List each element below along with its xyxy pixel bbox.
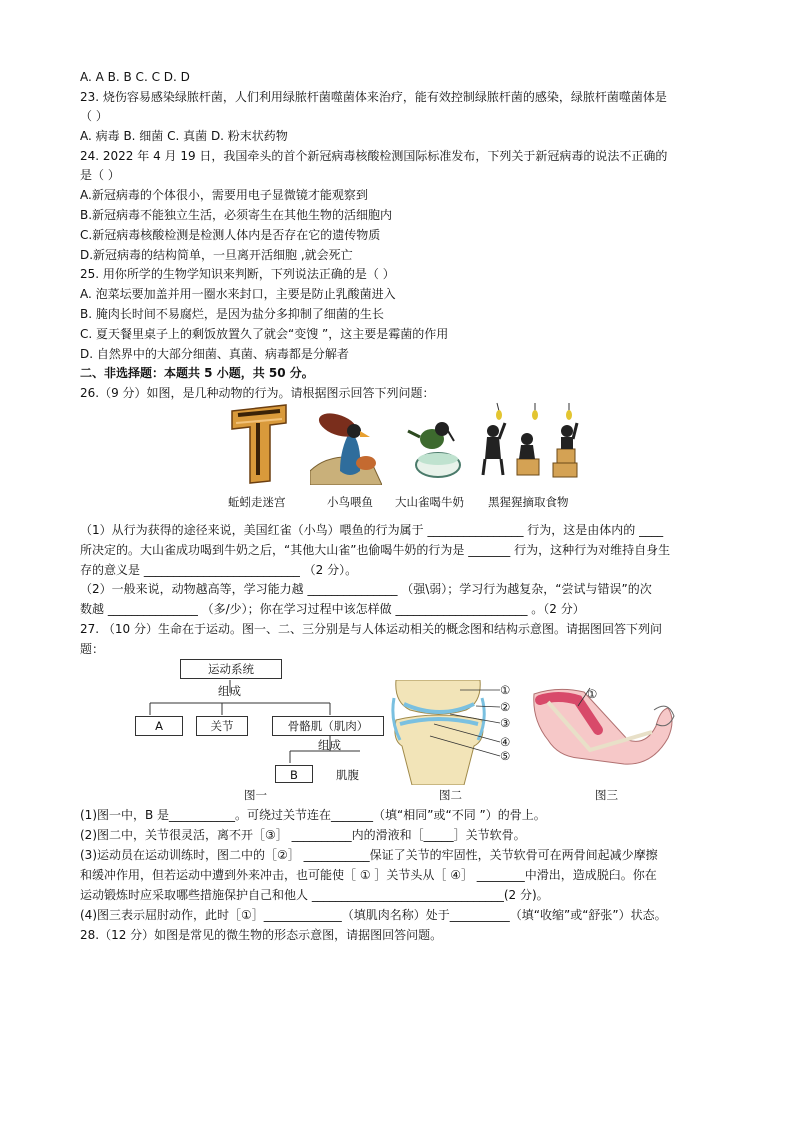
caption-tit: 大山雀喝牛奶: [395, 495, 464, 509]
concept-compose-label-2: 组成: [318, 738, 341, 752]
q24-option-d: D.新冠病毒的结构简单，一旦离开活细胞 ,就会死亡: [80, 248, 353, 262]
q26-part1-line1: （1）从行为获得的途径来说，美国红雀（小鸟）喂鱼的行为属于 ________________ 行为，这是由体内的 ____: [80, 523, 664, 537]
q25-stem: 25. 用你所学的生物学知识来判断，下列说法正确的是（ ）: [80, 267, 395, 281]
chimpanzee-food-image: [477, 401, 587, 485]
q27-stem: 27. （10 分）生命在于运动。图一、二、三分别是与人体运动相关的概念图和结构示意图。请据图回答下列问: [80, 622, 662, 636]
concept-box-joint: 关节: [196, 716, 248, 736]
q26-part2-line1: （2）一般来说，动物越高等，学习能力越 _______________ （强\弱）；学习行为越复杂，“尝试与错误”的次: [80, 582, 652, 596]
concept-root-box: 运动系统: [180, 659, 282, 679]
q27-part4: (4)图三表示屈肘动作，此时［①］_____________（填肌肉名称）处于__________（填“收缩”或“舒张”）状态。: [80, 908, 667, 922]
q25-option-b: B. 腌肉长时间不易腐烂，是因为盐分多抑制了细菌的生长: [80, 307, 384, 321]
q26-stem: 26.（9 分）如图，是几种动物的行为。请根据图示回答下列问题：: [80, 386, 435, 400]
concept-compose-label-1: 组成: [218, 684, 241, 698]
q26-part1-line2: 所决定的。大山雀成功喝到牛奶之后，“其他大山雀”也偷喝牛奶的行为是 _______ 行为，这种行为对维持自身生: [80, 543, 671, 557]
q24-stem: 24. 2022 年 4 月 19 日，我国牵头的首个新冠病毒核酸检测国际标准发布，下列关于新冠病毒的说法不正确的: [80, 149, 668, 163]
figure-2-caption: 图二: [439, 788, 462, 802]
caption-earthworm: 蚯蚓走迷宫: [228, 495, 286, 509]
arm-label-1: ①: [587, 687, 598, 701]
q27-part2: (2)图二中，关节很灵活，离不开［③］ __________内的滑液和［_____］关节软骨。: [80, 828, 526, 842]
q26-part1-line3: 存的意义是 __________________________ （2 分）。: [80, 563, 358, 577]
q23-paren: （ ）: [80, 109, 108, 123]
q27-part3-line1: (3)运动员在运动训练时，图二中的［②］ ___________保证了关节的牢固性，关节软骨可在两骨间起减少摩擦: [80, 848, 658, 862]
joint-label-5: ⑤: [500, 749, 511, 763]
q27-part3-line3: 运动锻炼时应采取哪些措施保护自己和他人 ________________________________(2 分)。: [80, 888, 549, 902]
q28-stem: 28.（12 分）如图是常见的微生物的形态示意图，请据图回答问题。: [80, 928, 443, 942]
q27-part3-line2: 和缓冲作用，但若运动中遭到外来冲击，也可能使［ ① ］关节头从［ ④］ ________中滑出，造成脱臼。你在: [80, 868, 657, 882]
animal-behavior-figures: [222, 401, 592, 491]
bird-feeding-fish-image: [310, 401, 382, 485]
figure-3-caption: 图三: [595, 788, 618, 802]
q25-option-a: A. 泡菜坛要加盖并用一圈水来封口，主要是防止乳酸菌进入: [80, 287, 396, 301]
joint-label-1: ①: [500, 683, 511, 697]
joint-label-3: ③: [500, 716, 511, 730]
q23-options: A. 病毒 B. 细菌 C. 真菌 D. 粉末状药物: [80, 129, 288, 143]
caption-bird: 小鸟喂鱼: [327, 495, 373, 509]
caption-chimpanzee: 黑猩猩摘取食物: [488, 495, 569, 509]
elbow-flexion-image: [528, 680, 678, 780]
joint-label-2: ②: [500, 700, 511, 714]
section-2-heading: 二、非选择题：本题共 5 小题，共 50 分。: [80, 366, 314, 380]
q27-part1: (1)图一中，B 是___________。可绕过关节连在_______（填“相同”或“不同 ”）的骨上。: [80, 808, 546, 822]
q24-paren: 是（ ）: [80, 168, 120, 182]
q25-option-d: D. 自然界中的大部分细菌、真菌、病毒都是分解者: [80, 347, 349, 361]
concept-box-a: A: [135, 716, 183, 736]
concept-box-b: B: [275, 765, 313, 783]
figure-1-caption: 图一: [244, 788, 267, 802]
earthworm-maze-image: [230, 401, 290, 485]
tit-drinking-milk-image: [402, 401, 474, 485]
q25-option-c: C. 夏天餐里桌子上的剩饭放置久了就会“变馊 ”，这主要是霉菌的作用: [80, 327, 449, 341]
q24-option-a: A.新冠病毒的个体很小，需要用电子显微镜才能观察到: [80, 188, 368, 202]
concept-box-muscle: 骨骼肌（肌肉）: [272, 716, 384, 736]
q26-part2-line2: 数越 _______________ （多/少）；你在学习过程中该怎样做 ______________________ 。（2 分）: [80, 602, 585, 616]
q22-options: A. A B. B C. C D. D: [80, 70, 190, 84]
q27-stem-cont: 题：: [80, 642, 105, 656]
q24-option-b: B.新冠病毒不能独立生活，必须寄生在其他生物的活细胞内: [80, 208, 393, 222]
q24-option-c: C.新冠病毒核酸检测是检测人体内是否存在它的遗传物质: [80, 228, 381, 242]
q23-stem: 23. 烧伤容易感染绿脓杆菌，人们利用绿脓杆菌噬菌体来治疗，能有效控制绿脓杆菌的感染，绿脓杆菌噬菌体是: [80, 90, 667, 104]
joint-label-4: ④: [500, 735, 511, 749]
concept-belly-label: 肌腹: [336, 768, 359, 782]
